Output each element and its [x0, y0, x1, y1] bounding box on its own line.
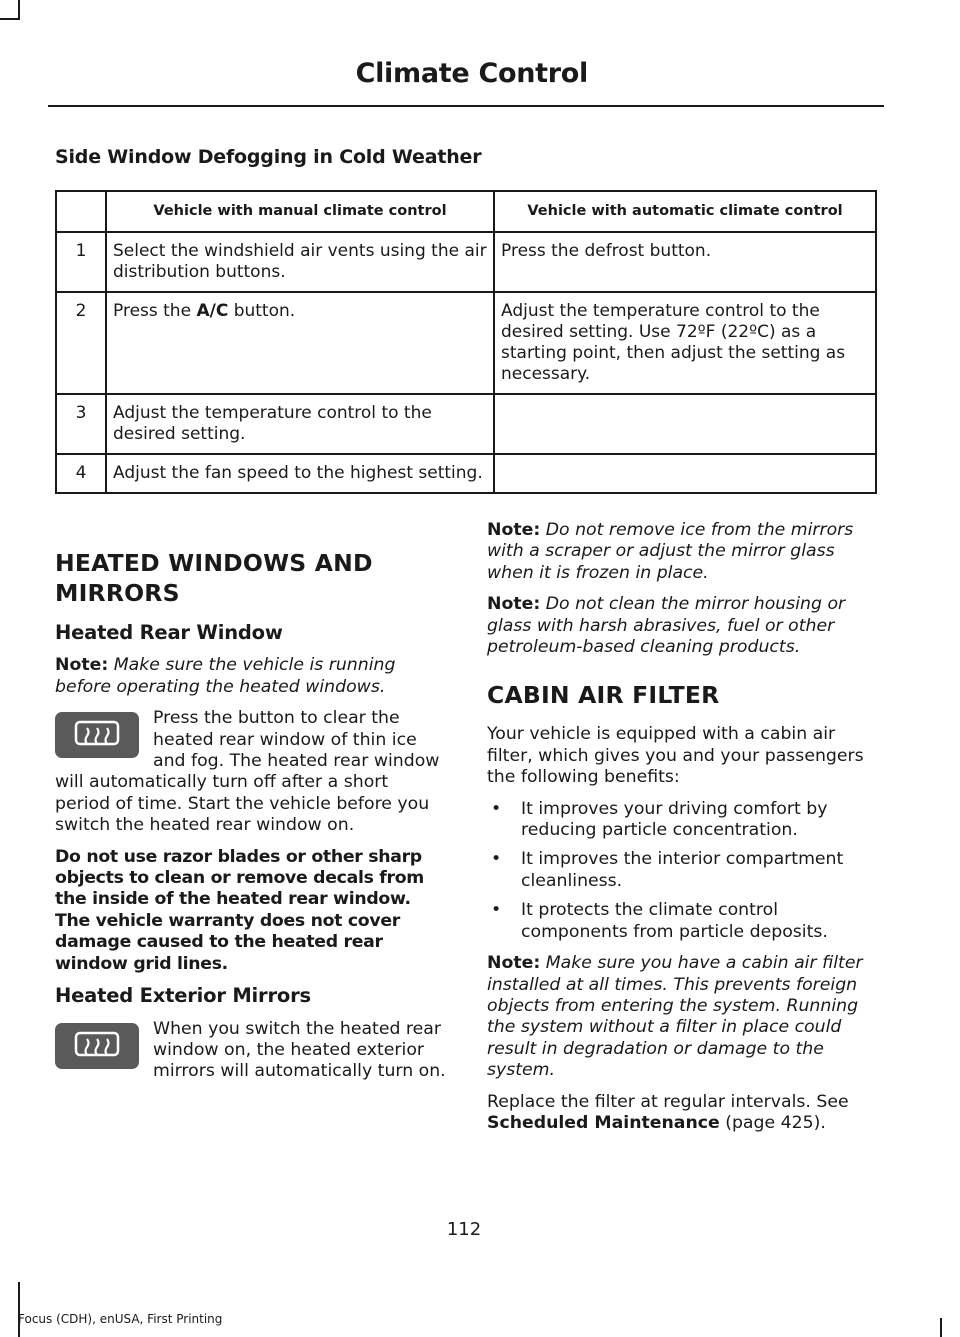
note-label: Note: [487, 520, 541, 540]
replace-page-ref: (page 425). [719, 1112, 826, 1133]
crop-mark [18, 0, 20, 20]
table-row [56, 232, 876, 292]
rear-note-text: Make sure the vehicle is running before operating the heated windows. [55, 655, 396, 697]
mirror-ice-note-text: Do not remove ice from the mirrors with a scraper or adjust the mirror glass when it is frozen in place. [487, 520, 854, 583]
rear-defrost-icon [55, 712, 139, 758]
replace-text: Replace the filter at regular intervals. See [487, 1091, 849, 1112]
warning-text: Do not use razor blades or other sharp objects to clean or remove decals from the inside of the heated rear window. The vehicle warranty does not cover damage caused to the heated rear window grid lines. [55, 846, 424, 974]
auto-step: Press the defrost button. [494, 232, 876, 292]
page-title: Climate Control [355, 58, 588, 89]
row-number: 3 [56, 394, 106, 454]
cabin-intro: Your vehicle is equipped with a cabin air filter, which gives you and your passengers the following benefits: [487, 724, 864, 788]
table-header-auto: Vehicle with automatic climate control [494, 191, 876, 232]
crop-mark [18, 1282, 20, 1337]
row-number: 2 [56, 292, 106, 394]
header-divider [48, 105, 884, 107]
table-row [56, 292, 876, 394]
row-number: 4 [56, 454, 106, 493]
edition-text: Focus (CDH), enUSA, First Printing [18, 1312, 223, 1326]
auto-step [494, 454, 876, 493]
cabin-note [487, 953, 879, 1081]
table-header-manual: Vehicle with manual climate control [106, 191, 494, 232]
ac-button-label: A/C [196, 301, 229, 321]
table-row [56, 454, 876, 493]
defogging-table [55, 190, 877, 494]
benefits-list [487, 799, 879, 943]
rear-defrost-icon [55, 1023, 139, 1069]
manual-step: Select the windshield air vents using the air distribution buttons. [106, 232, 494, 292]
scheduled-maintenance-link[interactable]: Scheduled Maintenance [487, 1112, 720, 1133]
auto-step: Adjust the temperature control to the desired setting. Use 72ºF (22ºC) as a starting point, then adjust the setting as necessary. [494, 292, 876, 394]
mirror-clean-note [487, 594, 879, 658]
page-number: 112 [446, 1219, 482, 1240]
table-header-row [56, 191, 876, 232]
note-label: Note: [55, 655, 109, 676]
replace-paragraph [487, 1092, 879, 1135]
mirrors-paragraph [55, 1019, 447, 1083]
cabin-filter-heading: CABIN AIR FILTER [487, 681, 720, 710]
list-item: • It improves your driving comfort by reducing particle concentration. [487, 799, 879, 842]
table-header-num [56, 191, 106, 232]
cabin-note-text: Make sure you have a cabin air filter installed at all times. This prevents foreign objects from entering the system. Running the system without a filter in place could result in degradation or damage to the system. [487, 953, 863, 1081]
manual-step [106, 292, 494, 394]
mirrors-text: When you switch the heated rear window on, the heated exterior mirrors will automatically turn on. [153, 1018, 446, 1082]
manual-step: Adjust the fan speed to the highest setting. [106, 454, 494, 493]
table-section-title: Side Window Defogging in Cold Weather [55, 146, 482, 168]
auto-step [494, 394, 876, 454]
table-row [56, 394, 876, 454]
rear-window-paragraph [55, 708, 447, 836]
note-label: Note: [487, 594, 541, 615]
manual-step-prefix: Press the [113, 301, 197, 321]
left-column [55, 548, 447, 1093]
manual-step: Adjust the temperature control to the desired setting. [106, 394, 494, 454]
heated-mirrors-heading: Heated Exterior Mirrors [55, 984, 311, 1008]
mirror-clean-note-text: Do not clean the mirror housing or glass with harsh abrasives, fuel or other petroleum-based cleaning products. [487, 594, 846, 658]
row-number: 1 [56, 232, 106, 292]
heated-rear-window-heading: Heated Rear Window [55, 621, 283, 644]
manual-step-suffix: button. [228, 301, 296, 321]
heated-section-heading: HEATED WINDOWS AND MIRRORS [55, 549, 373, 607]
right-column [487, 520, 879, 1144]
mirror-ice-note [487, 520, 879, 584]
rear-window-text: Press the button to clear the heated rear window of thin ice and fog. The heated rear window will automatically turn off after a short period of time. Start the vehicle before you switch the heated rear window on. [55, 708, 440, 836]
crop-mark [0, 18, 20, 20]
list-item: • It improves the interior compartment cleanliness. [487, 849, 879, 892]
rear-note [55, 655, 447, 698]
note-label: Note: [487, 953, 541, 974]
crop-mark [940, 1318, 942, 1337]
list-item: • It protects the climate control components from particle deposits. [487, 900, 879, 943]
